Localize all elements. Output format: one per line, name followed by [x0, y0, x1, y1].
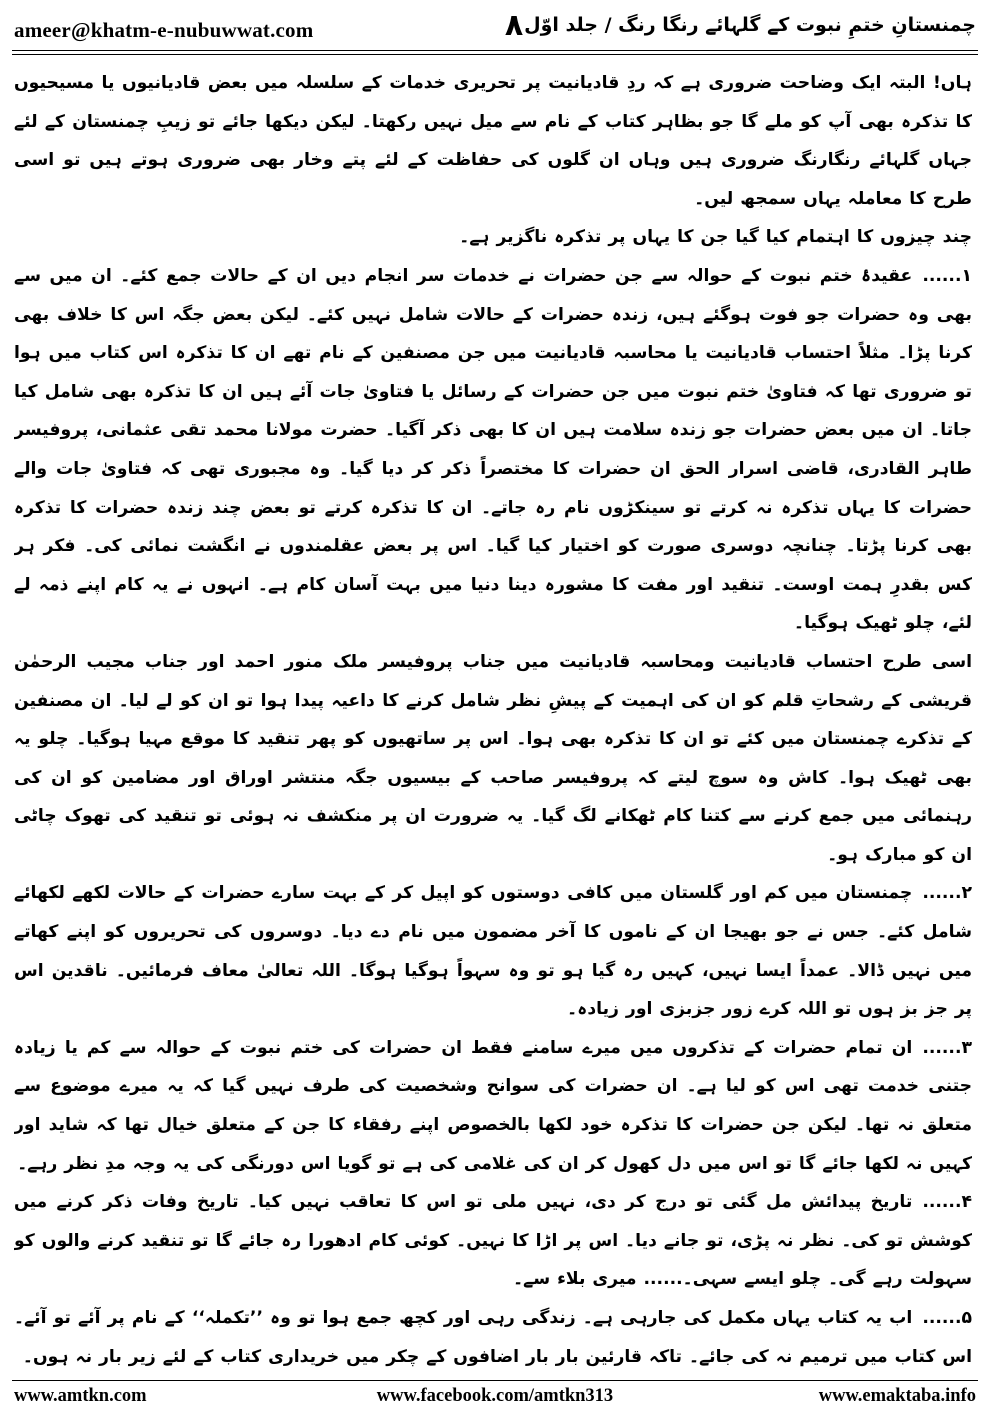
paragraph-text: چند چیزوں کا اہتمام کیا گیا جن کا یہاں پر تذکرہ ناگزیر ہے۔ — [459, 227, 972, 248]
paragraph-text: اب یہ کتاب یہاں مکمل کی جارہی ہے۔ زندگی رہی اور کچھ جمع ہوا تو وہ ’’تکملہ‘‘ کے نام پر آئے تو آئے۔ اس کتاب میں ترمیم نہ کی جائے۔ تاکہ قارئین بار بار اضافوں کے چکر میں خریداری کتاب کے لئے زیر بار نہ ہوں۔ — [14, 1308, 972, 1367]
paragraph-point-1 — [14, 257, 972, 643]
paragraph-text: عقیدۂ ختم نبوت کے حوالہ سے جن حضرات نے خدمات سر انجام دیں ان کے حالات جمع کئے۔ ان میں سے بھی وہ حضرات جو فوت ہوگئے ہیں، زندہ حضرات کے حالات شامل نہیں کئے۔ لیکن بعض جگہ اس کا خلاف بھی کرنا پڑا۔ مثلاً احتساب قادیانیت یا محاسبہ قادیانیت میں جن مصنفین کے نام تھے ان کا تذکرہ اس کتاب میں ہوا تو ضروری تھا کہ فتاویٰ ختم نبوت میں جن حضرات کے رسائل یا فتاویٰ جات آئے ہیں ان کا تذکرہ بھی شامل کیا جاتا۔ ان میں بعض حضرات جو زندہ سلامت ہیں ان کا بھی ذکر آگیا۔ حضرت مولانا محمد تقی عثمانی، پروفیسر طاہر القادری، قاضی اسرار الحق ان حضرات کا مختصراً ذکر کر دیا گیا۔ وہ مجبوری تھی کہ فتاویٰ جات والے حضرات کا یہاں تذکرہ نہ کرتے تو سینکڑوں نام رہ جاتے۔ ان کا تذکرہ کرتے تو بعض چند زندہ حضرات کا تذکرہ بھی کرنا پڑتا۔ چنانچہ دوسری صورت کو اختیار کیا گیا۔ اس پر بعض عقلمندوں نے انگشت نمائی کی۔ فکر ہر کس بقدرِ ہمت اوست۔ تنقید اور مفت کا مشورہ دینا دنیا میں بہت آسان کام ہے۔ انہوں نے یہ کام اپنے ذمہ لے لئے، چلو ٹھیک ہوگیا۔ — [14, 265, 972, 634]
paragraph-arrangements — [14, 218, 972, 257]
paragraph-point-3 — [14, 1029, 972, 1183]
paragraph-text: تاریخ پیدائش مل گئی تو درج کر دی، نہیں ملی تو اس کا تعاقب نہیں کیا۔ تاریخ وفات ذکر کرنے میں کوشش تو کی۔ نظر نہ پڑی، تو جانے دیا۔ اس پر اڑا کا نہیں۔ کوئی کام ادھورا رہ جائے گا تو تنقید کرنے والوں کو سہولت رہے گی۔ چلو ایسے سہی۔...... میری بلاء سے۔ — [14, 1192, 972, 1290]
header-email: ameer@khatm-e-nubuwwat.com — [14, 18, 314, 42]
paragraph-text: ان تمام حضرات کے تذکروں میں میرے سامنے فقط ان حضرات کی ختم نبوت کے حوالہ سے کم یا زیادہ جتنی خدمت تھی اس کو لیا ہے۔ ان حضرات کی سوانح وشخصیت کی طرف نہیں گیا کہ یہ میرے موضوع سے متعلق نہ تھا۔ لیکن جن حضرات کا تذکرہ خود لکھا بالخصوص اپنے رفقاء کا جن کے متعلق خیال تھا کہ شاید اور کہیں نہ لکھا جائے گا تو اس میں دل کھول کر ان کی غلامی کی ہے تو گویا اس دورنگی کی یہ وجہ مدِ نظر رہے۔ — [14, 1037, 972, 1174]
point-number: ۵...... — [922, 1308, 972, 1328]
header-divider-secondary — [12, 54, 978, 55]
paragraph-point-2 — [14, 874, 972, 1028]
paragraph-point-4 — [14, 1183, 972, 1299]
header-divider — [12, 50, 978, 51]
paragraph-point-5 — [14, 1299, 972, 1376]
paragraph-text: ہاں! البتہ ایک وضاحت ضروری ہے کہ ردِ قادیانیت پر تحریری خدمات کے سلسلہ میں بعض قادیانیوں یا مسیحیوں کا تذکرہ بھی آپ کو ملے گا جو بظاہر کتاب کے نام سے میل نہیں رکھتا۔ لیکن دیکھا جائے تو زیبِ چمنستان کے لئے جہاں گلہائے رنگارنگ ضروری ہیں وہاں ان گلوں کی حفاظت کے لئے پتے وخار بھی ضروری ہوتے ہیں تو اسی طرح کا معاملہ یہاں سمجھ لیں۔ — [14, 73, 972, 209]
footer-link-amtkn[interactable]: www.amtkn.com — [14, 1386, 147, 1406]
point-number: ۴...... — [922, 1192, 972, 1213]
paragraph-text: اسی طرح احتساب قادیانیت ومحاسبہ قادیانیت میں جناب پروفیسر ملک منور احمد اور جناب مجیب الرحمٰن قریشی کے رشحاتِ قلم کو ان کی اہمیت کے پیشِ نظر شامل کرنے کا داعیہ پیدا ہوا تو ان کو لے لیا۔ ان مصنفین کے تذکرے چمنستان میں کئے تو ان کا تذکرہ بھی ہوا۔ اس پر ساتھیوں کو پھر تنقید کا موقع مہیا ہوگیا۔ چلو یہ بھی ٹھیک ہوا۔ کاش وہ سوچ لیتے کہ پروفیسر صاحب کے بیسیوں جگہ منتشر اوراق اور مضامین کو ان کی رہنمائی میں جمع کرنے سے کتنا کام ٹھکانے لگ گیا۔ یہ ضرورت ان پر منکشف نہ ہوئی تو تنقید کی تھوک چاٹی ان کو مبارک ہو۔ — [14, 651, 972, 865]
page-header — [14, 8, 976, 48]
point-number: ۲...... — [922, 883, 972, 904]
footer-link-emaktaba[interactable]: www.emaktaba.info — [818, 1386, 976, 1406]
book-title: چمنستانِ ختمِ نبوت کے گلہائے رنگا رنگ / جلد اوّل — [524, 14, 976, 36]
page-body — [14, 64, 972, 1376]
page-number: ۸ — [504, 8, 524, 43]
paragraph-point-1-continued — [14, 643, 972, 875]
page-footer — [14, 1386, 976, 1414]
paragraph-intro — [14, 64, 972, 218]
paragraph-text: چمنستان میں کم اور گلستان میں کافی دوستوں کو اپیل کر کے بہت سارے حضرات کے حالات لکھے لکھائے شامل کئے۔ جس نے جو بھیجا ان کے ناموں کا آخر مضمون میں نام دے دیا۔ دوسروں کی تحریروں کو اپنے کھاتے میں نہیں ڈالا۔ عمداً ایسا نہیں، کہیں رہ گیا ہو تو وہ سہواً ہوگیا ہوگا۔ اللہ تعالیٰ معاف فرمائیں۔ ناقدین اس پر جز بز ہوں تو اللہ کرے زور جزبزی اور زیادہ۔ — [14, 883, 972, 1020]
point-number: ۳...... — [922, 1037, 972, 1058]
point-number: ۱...... — [922, 265, 972, 286]
footer-divider — [12, 1380, 978, 1381]
footer-link-facebook[interactable]: www.facebook.com/amtkn313 — [376, 1386, 614, 1406]
